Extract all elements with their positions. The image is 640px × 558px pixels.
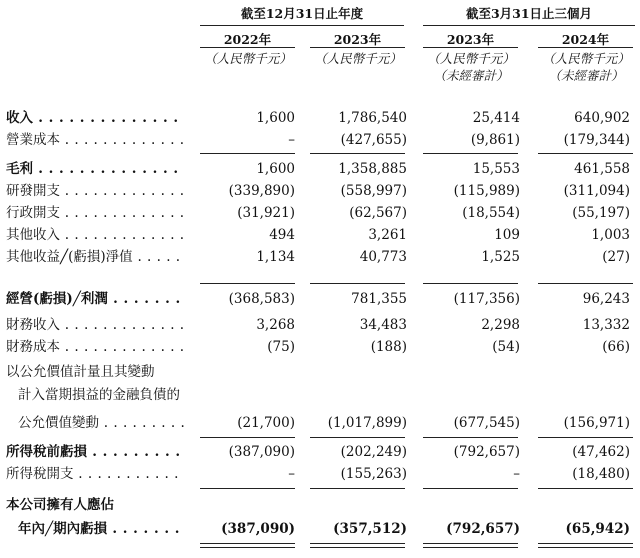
column-header-rule — [538, 47, 633, 48]
subtotal-rule — [200, 153, 295, 154]
cell-value: (155,263) — [340, 466, 407, 482]
row-label: 經營(虧損)╱利潤 . . . — [6, 288, 184, 310]
column-unit: （人民幣千元） — [314, 51, 402, 66]
total-double-rule — [538, 543, 633, 548]
row-label: 其他收益╱(虧損)淨值 . . . — [6, 246, 184, 268]
total-double-rule — [310, 543, 405, 548]
table-row-fair-value-changes — [0, 412, 640, 434]
cell-value: (66) — [602, 339, 630, 355]
cell-value: (31,921) — [237, 205, 295, 221]
column-unit: （人民幣千元） — [427, 51, 515, 66]
cell-value: – — [288, 132, 295, 148]
subtotal-rule — [538, 153, 633, 154]
row-label: 收入 . . . — [6, 107, 184, 129]
cell-value: 34,483 — [359, 317, 407, 333]
cell-value: (47,462) — [572, 444, 630, 460]
cell-value: 25,414 — [472, 110, 520, 126]
table-row-admin-expenses — [0, 202, 640, 224]
table-row-fair-value-label-line1 — [0, 361, 640, 383]
cell-value: (188) — [370, 339, 407, 355]
table-row-loss-attributable — [0, 518, 640, 540]
cell-value: (368,583) — [228, 291, 295, 307]
cell-value: 1,358,885 — [338, 161, 407, 177]
cell-value: (339,890) — [228, 183, 295, 199]
cell-value: (202,249) — [340, 444, 407, 460]
subtotal-rule — [200, 283, 295, 284]
subtotal-rule — [200, 437, 295, 438]
cell-value: (54) — [492, 339, 520, 355]
column-unit: （人民幣千元） — [204, 51, 292, 66]
group-header-quarter-rule — [423, 25, 635, 26]
row-label: 年內╱期內虧損 . . . — [18, 518, 184, 540]
cell-value: (21,700) — [237, 415, 295, 431]
table-row-operating-result — [0, 288, 640, 310]
table-row-cost-of-sales — [0, 129, 640, 151]
cell-value: (792,657) — [446, 521, 520, 537]
subtotal-rule — [310, 437, 405, 438]
cell-value: (156,971) — [563, 415, 630, 431]
column-audit-note: （未經審計） — [548, 68, 624, 83]
cell-value: 640,902 — [574, 110, 630, 126]
column-header-year: 2022年 — [223, 32, 272, 47]
subtotal-rule — [310, 488, 405, 489]
column-audit-note: （未經審計） — [433, 68, 509, 83]
cell-value: (18,480) — [572, 466, 630, 482]
cell-value: (55,197) — [572, 205, 630, 221]
cell-value: 15,553 — [472, 161, 520, 177]
cell-value: – — [513, 466, 520, 482]
column-header-year: 2024年 — [561, 32, 610, 47]
subtotal-rule — [538, 283, 633, 284]
row-label: 營業成本 . . . — [6, 129, 184, 151]
row-label: 財務收入 . . . — [6, 314, 184, 336]
subtotal-rule — [423, 437, 518, 438]
column-unit: （人民幣千元） — [542, 51, 630, 66]
cell-value: (18,554) — [462, 205, 520, 221]
cell-value: (117,356) — [453, 291, 520, 307]
column-header-rule — [310, 47, 405, 48]
cell-value: 2,298 — [481, 317, 520, 333]
row-label: 研發開支 . . . — [6, 180, 184, 202]
cell-value: 1,600 — [256, 110, 295, 126]
total-double-rule — [200, 543, 295, 548]
cell-value: (792,657) — [453, 444, 520, 460]
cell-value: (27) — [602, 249, 630, 265]
table-row-other-income — [0, 224, 640, 246]
cell-value: 1,525 — [481, 249, 520, 265]
table-row-finance-income — [0, 314, 640, 336]
cell-value: 3,268 — [256, 317, 295, 333]
cell-value: (65,942) — [565, 521, 630, 537]
row-label: 所得稅開支 . . . — [6, 463, 184, 485]
row-label: 毛利 . . . — [6, 158, 184, 180]
subtotal-rule — [538, 437, 633, 438]
row-label: 財務成本 . . . — [6, 336, 184, 358]
total-double-rule — [423, 543, 518, 548]
cell-value: (677,545) — [453, 415, 520, 431]
row-label: 所得稅前虧損 . . . — [6, 441, 184, 463]
table-row-other-gains — [0, 246, 640, 268]
cell-value: 1,600 — [256, 161, 295, 177]
group-header-quarter: 截至3月31日止三個月 — [465, 6, 593, 21]
subtotal-rule — [310, 283, 405, 284]
column-header-year: 2023年 — [446, 32, 495, 47]
cell-value: 40,773 — [359, 249, 407, 265]
cell-value: 3,261 — [368, 227, 407, 243]
cell-value: (75) — [267, 339, 295, 355]
column-header-year: 2023年 — [333, 32, 382, 47]
group-header-year-rule — [200, 25, 404, 26]
cell-value: 494 — [269, 227, 295, 243]
cell-value: 1,786,540 — [338, 110, 407, 126]
cell-value: 109 — [494, 227, 520, 243]
cell-value: (115,989) — [453, 183, 520, 199]
subtotal-rule — [538, 488, 633, 489]
cell-value: (311,094) — [563, 183, 630, 199]
table-row-gross-profit — [0, 158, 640, 180]
table-row-income-tax — [0, 463, 640, 485]
cell-value: (357,512) — [333, 521, 407, 537]
table-row-loss-before-tax — [0, 441, 640, 463]
cell-value: 96,243 — [582, 291, 630, 307]
group-header-year: 截至12月31日止年度 — [240, 6, 364, 21]
cell-value: (62,567) — [349, 205, 407, 221]
subtotal-rule — [200, 488, 295, 489]
subtotal-rule — [423, 153, 518, 154]
cell-value: (1,017,899) — [327, 415, 407, 431]
cell-value: 1,134 — [256, 249, 295, 265]
table-row-finance-costs — [0, 336, 640, 358]
column-header-rule — [200, 47, 295, 48]
cell-value: (179,344) — [563, 132, 630, 148]
cell-value: – — [288, 466, 295, 482]
row-label: 公允價值變動 . . . — [18, 412, 184, 434]
column-header-rule — [423, 47, 518, 48]
row-label: 以公允價值計量且其變動 — [6, 364, 155, 380]
cell-value: 1,003 — [591, 227, 630, 243]
cell-value: (558,997) — [340, 183, 407, 199]
subtotal-rule — [423, 283, 518, 284]
table-row-rnd-expenses — [0, 180, 640, 202]
cell-value: (9,861) — [470, 132, 520, 148]
cell-value: 781,355 — [351, 291, 407, 307]
row-label: 行政開支 . . . — [6, 202, 184, 224]
cell-value: (387,090) — [228, 444, 295, 460]
cell-value: 461,558 — [574, 161, 630, 177]
subtotal-rule — [310, 153, 405, 154]
cell-value: 13,332 — [582, 317, 630, 333]
table-row-attributable-label-line1 — [0, 494, 640, 516]
row-label: 計入當期損益的金融負債的 — [18, 387, 180, 403]
subtotal-rule — [423, 488, 518, 489]
table-row-fair-value-label-line2 — [0, 384, 640, 406]
row-label: 本公司擁有人應佔 — [6, 497, 114, 513]
cell-value: (427,655) — [340, 132, 407, 148]
cell-value: (387,090) — [221, 521, 295, 537]
row-label: 其他收入 . . . — [6, 224, 184, 246]
table-row-revenue — [0, 107, 640, 129]
